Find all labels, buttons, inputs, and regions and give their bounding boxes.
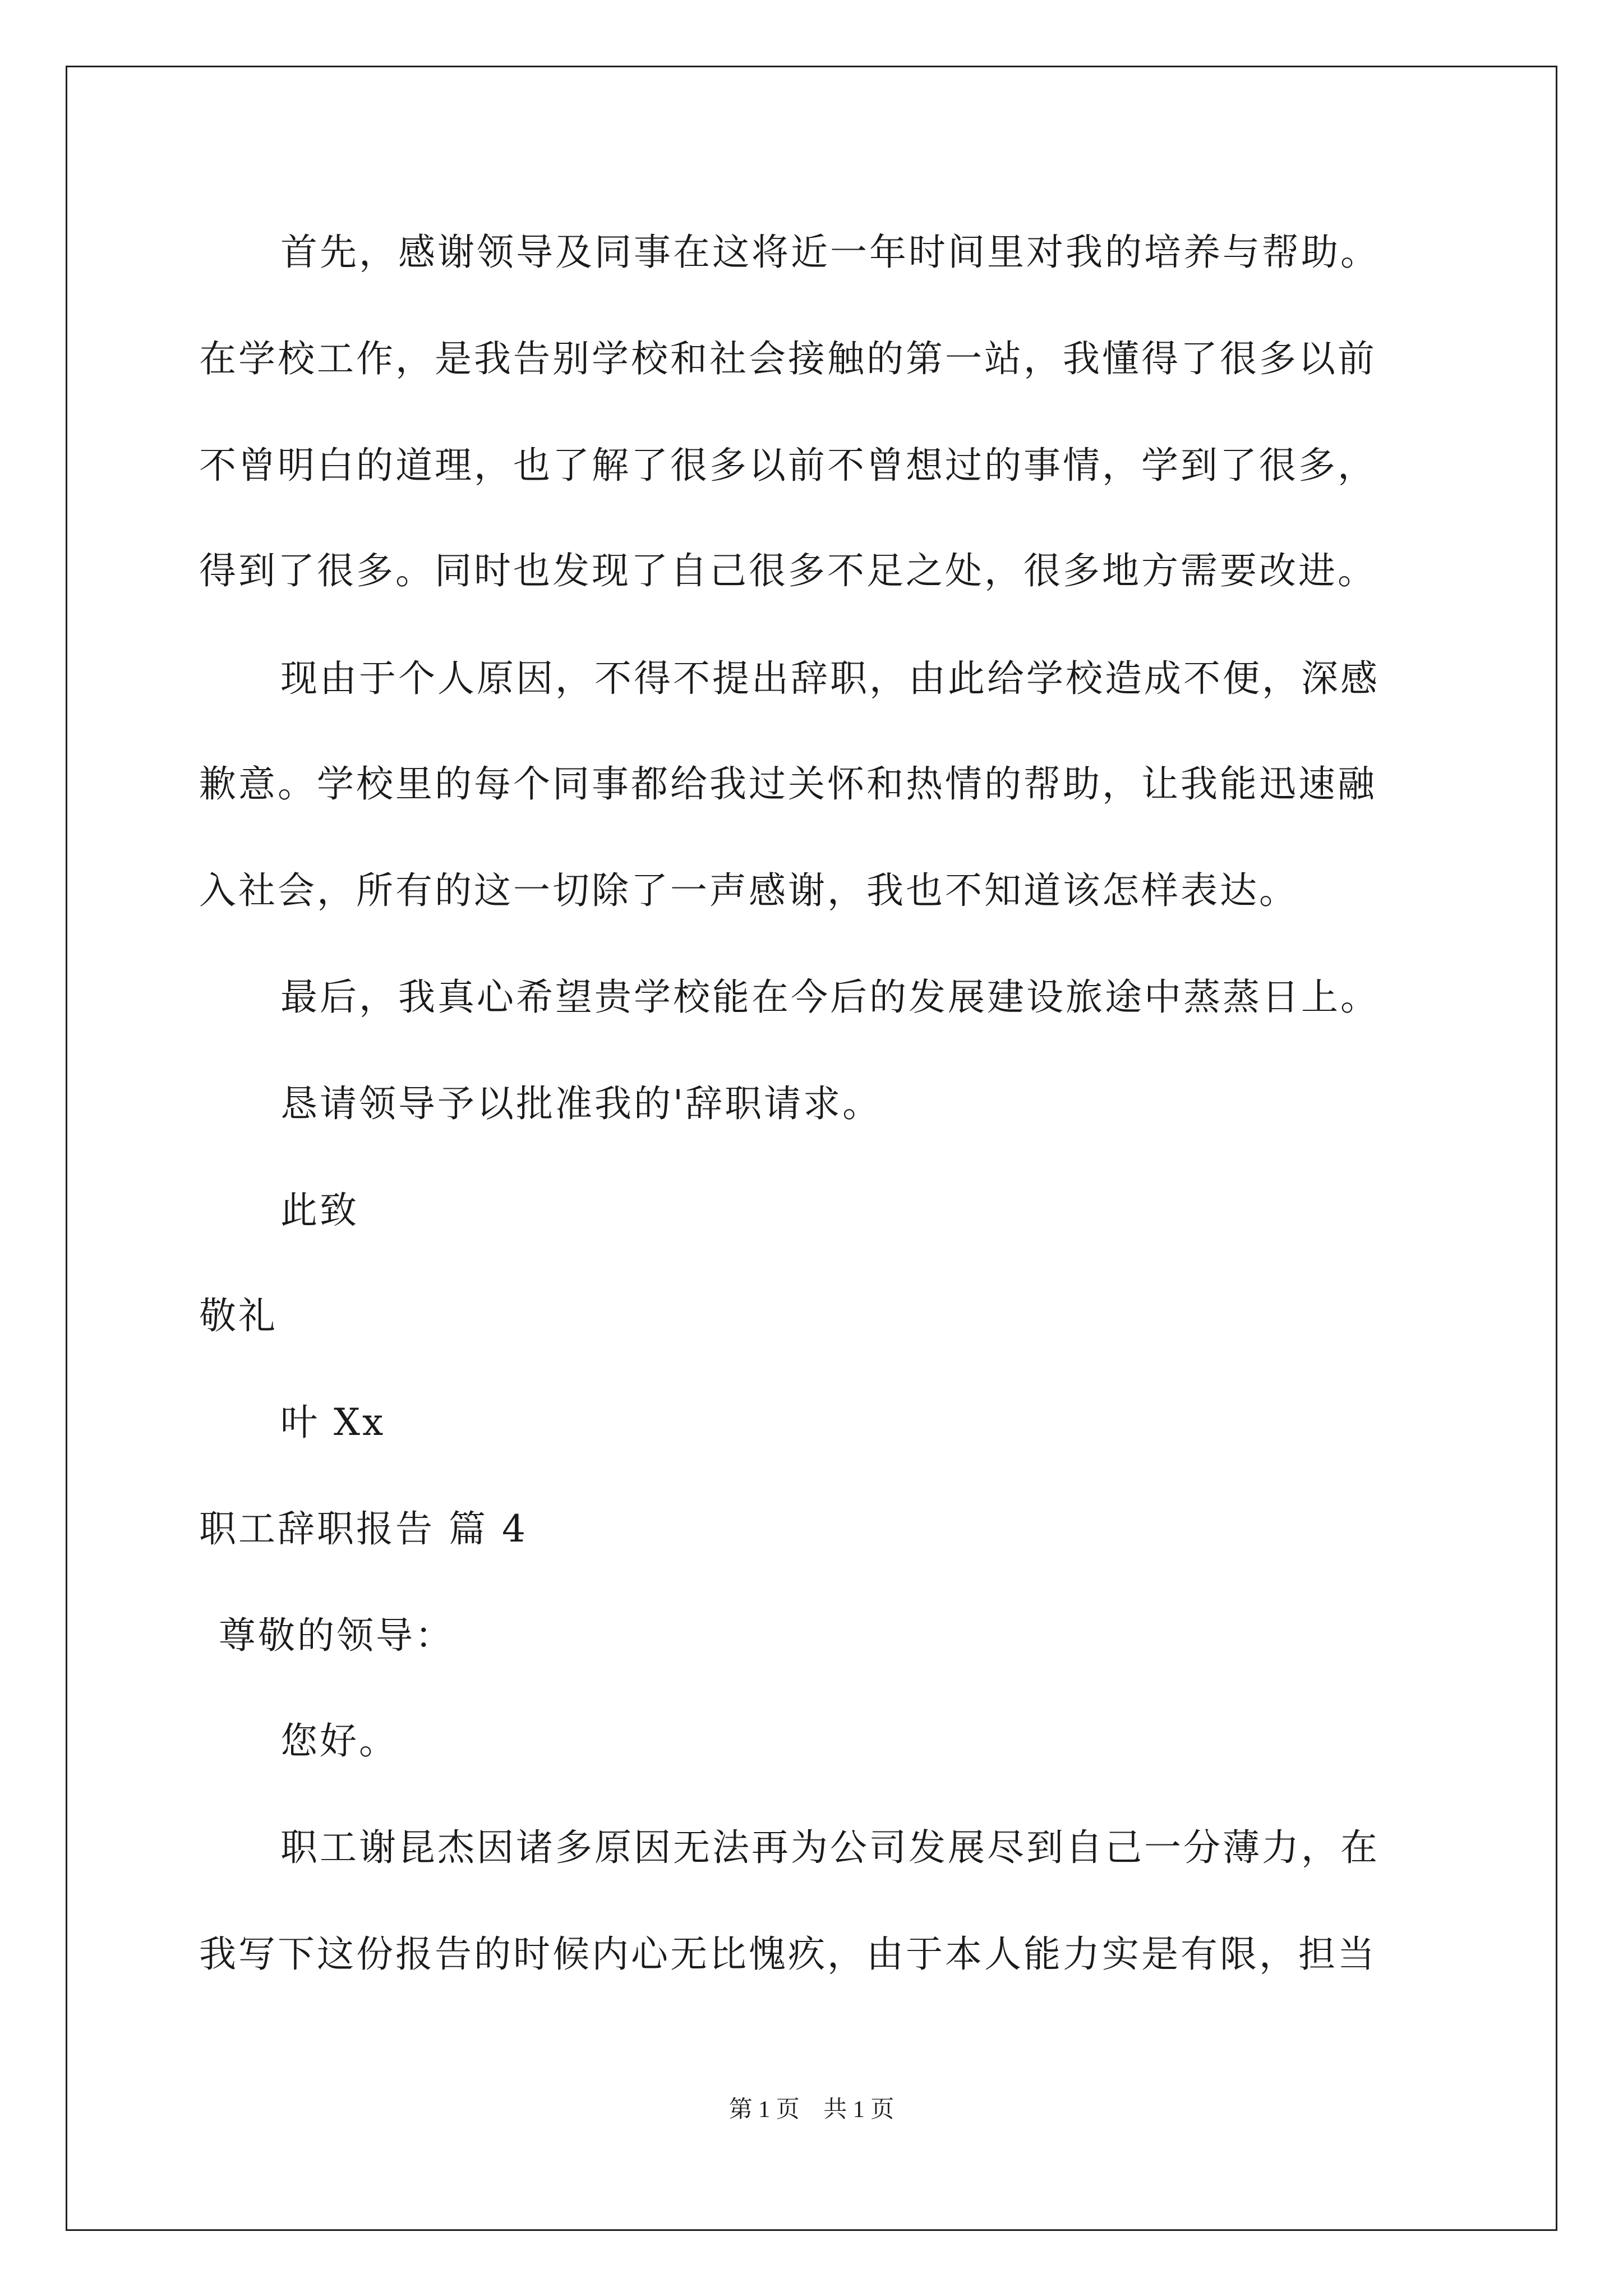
section-heading: 职工辞职报告 篇 4 [199, 1507, 528, 1550]
paragraph-line: 歉意。学校里的每个同事都给我过关怀和热情的帮助，让我能迅速融 [199, 762, 1377, 806]
page-border [66, 66, 1557, 2231]
paragraph-line: 首先，感谢领导及同事在这将近一年时间里对我的培养与帮助。 [280, 231, 1380, 274]
greeting: 尊敬的领导： [219, 1614, 454, 1657]
paragraph-line: 入社会，所有的这一切除了一声感谢，我也不知道该怎样表达。 [199, 869, 1298, 912]
paragraph-line: 在学校工作，是我告别学校和社会接触的第一站，我懂得了很多以前 [199, 337, 1377, 380]
closing-salutation: 此致 [280, 1189, 359, 1232]
page-footer [0, 2096, 1623, 2124]
paragraph-line: 得到了很多。同时也发现了自己很多不足之处，很多地方需要改进。 [199, 549, 1377, 592]
paragraph-line: 不曾明白的道理，也了解了很多以前不曾想过的事情，学到了很多， [199, 444, 1377, 487]
paragraph-line: 我写下这份报告的时候内心无比愧疚，由于本人能力实是有限，担当 [199, 1932, 1377, 1976]
closing-regards: 敬礼 [199, 1294, 278, 1337]
paragraph-line: 最后，我真心希望贵学校能在今后的发展建设旅途中蒸蒸日上。 [280, 976, 1380, 1019]
signature-name: 叶 Xx [280, 1401, 386, 1444]
page-number: 第 1 页 [728, 2097, 800, 2123]
paragraph-line: 现由于个人原因，不得不提出辞职，由此给学校造成不便，深感 [280, 657, 1380, 700]
paragraph-line: 恳请领导予以批准我的'辞职请求。 [280, 1082, 882, 1125]
paragraph-line: 职工谢昆杰因诸多原因无法再为公司发展尽到自己一分薄力，在 [280, 1826, 1380, 1869]
page-total: 共 1 页 [823, 2097, 895, 2123]
greeting-hello: 您好。 [280, 1719, 398, 1763]
